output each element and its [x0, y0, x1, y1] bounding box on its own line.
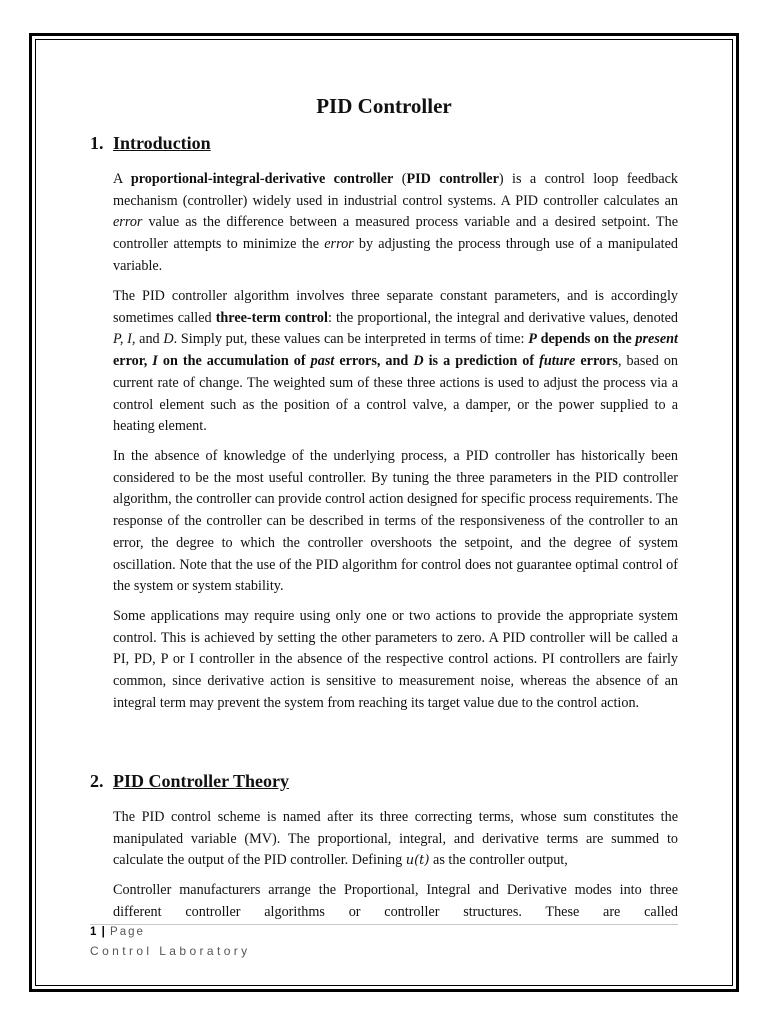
bold-term: proportional-integral-derivative controller	[130, 171, 394, 187]
section-number: 1.	[90, 133, 104, 153]
bold-italic-term: D	[413, 353, 424, 370]
paragraph-partial-control: Some applications may require using only one or two actions to provide the appropriate system control. This is achieved by setting the other parameters to zero. A PID controller will be called a PI, PD, P or I controller in the absence of the respective control actions. PI controllers are fairly common, since derivative action is sensitive to measurement noise, whereas the absence of an integral term may prevent the system from reaching its target value due to the control action.	[113, 608, 678, 711]
bold-run: errors, and	[334, 353, 414, 370]
page-word: Page	[110, 926, 145, 938]
text-run: by adjusting the process through use of a manipulated variable.	[113, 236, 678, 274]
footer-separator: |	[101, 926, 105, 938]
bold-italic-term: past	[310, 353, 335, 370]
section-title: Introduction	[113, 133, 211, 153]
bold-run: on the accumulation of	[157, 353, 311, 370]
footer-lab-name: Control Laboratory	[90, 944, 251, 958]
bold-italic-term: P	[528, 331, 537, 348]
section-heading-introduction	[90, 133, 211, 154]
bold-italic-term: future	[539, 353, 576, 370]
bold-run: error,	[113, 353, 153, 370]
paragraph-control-scheme	[113, 807, 678, 872]
footer-divider	[90, 924, 678, 925]
bold-italic-term: I	[152, 353, 158, 370]
bold-term: three-term control	[215, 309, 328, 326]
section-number: 2.	[90, 771, 104, 791]
page-number: 1	[90, 926, 97, 938]
paragraph-controller-structures: Controller manufacturers arrange the Proportional, Integral and Derivative modes into three different controller algorithms or controller structures. These are called	[113, 882, 678, 920]
text-run: and	[135, 331, 164, 348]
text-run: . Simply put, these values can be interpreted in terms of time:	[173, 331, 529, 348]
paragraph-three-term-control	[113, 286, 678, 438]
bold-italic-term: present	[635, 331, 678, 348]
text-run: : the proportional, the integral and derivative values, denoted	[327, 309, 678, 326]
italic-term: error	[113, 214, 143, 231]
bold-run: depends on the	[536, 331, 636, 348]
text-run: The PID controller algorithm involves three separate constant parameters, and is accordingly sometimes called	[113, 288, 678, 326]
text-run: value as the difference between a measured process variable and a desired setpoint. The controller attempts to minimize the	[113, 214, 678, 253]
section-heading-pid-theory	[90, 771, 289, 792]
section-title: PID Controller Theory	[113, 771, 289, 791]
bold-run: is a prediction of	[423, 353, 540, 370]
italic-term: P, I,	[113, 331, 136, 348]
footer-page-label	[90, 926, 145, 938]
text-run: as the controller output,	[429, 852, 568, 869]
paragraph-usefulness: In the absence of knowledge of the underlying process, a PID controller has historically been considered to be the most useful controller. By tuning the three parameters in the PID controller algorithm, the controller can provide control action designed for specific process requirements. The response of the controller can be described in terms of the responsiveness of the controller to an error, the degree to which the controller overshoots the setpoint, and the degree of system oscillation. Note that the use of the PID algorithm for control does not guarantee optimal control of the system or system stability.	[113, 448, 678, 595]
italic-term: error	[324, 236, 354, 253]
text-run: A	[113, 171, 131, 187]
italic-term: D	[163, 331, 174, 348]
text-run: (	[393, 171, 407, 187]
text-run: , based on current rate of change. The weighted sum of these three actions is used to adjust the process via a control element such as the position of a control valve, a damper, or the power supplied to a heating element.	[113, 353, 679, 435]
bold-run: errors	[575, 353, 618, 370]
paragraph-intro-definition	[113, 169, 678, 278]
text-run: The PID control scheme is named after its three correcting terms, whose sum constitutes the manipulated variable (MV). The proportional, integral, and derivative terms are summed to calculate the output of the PID controller. Defining	[113, 809, 678, 869]
math-expression: u(t)	[405, 853, 430, 869]
bold-term: PID controller	[406, 171, 499, 187]
document-title: PID Controller	[316, 94, 452, 118]
text-run: ) is a control loop feedback mechanism (controller) widely used in industrial control systems. A PID controller calculates an	[113, 171, 679, 209]
